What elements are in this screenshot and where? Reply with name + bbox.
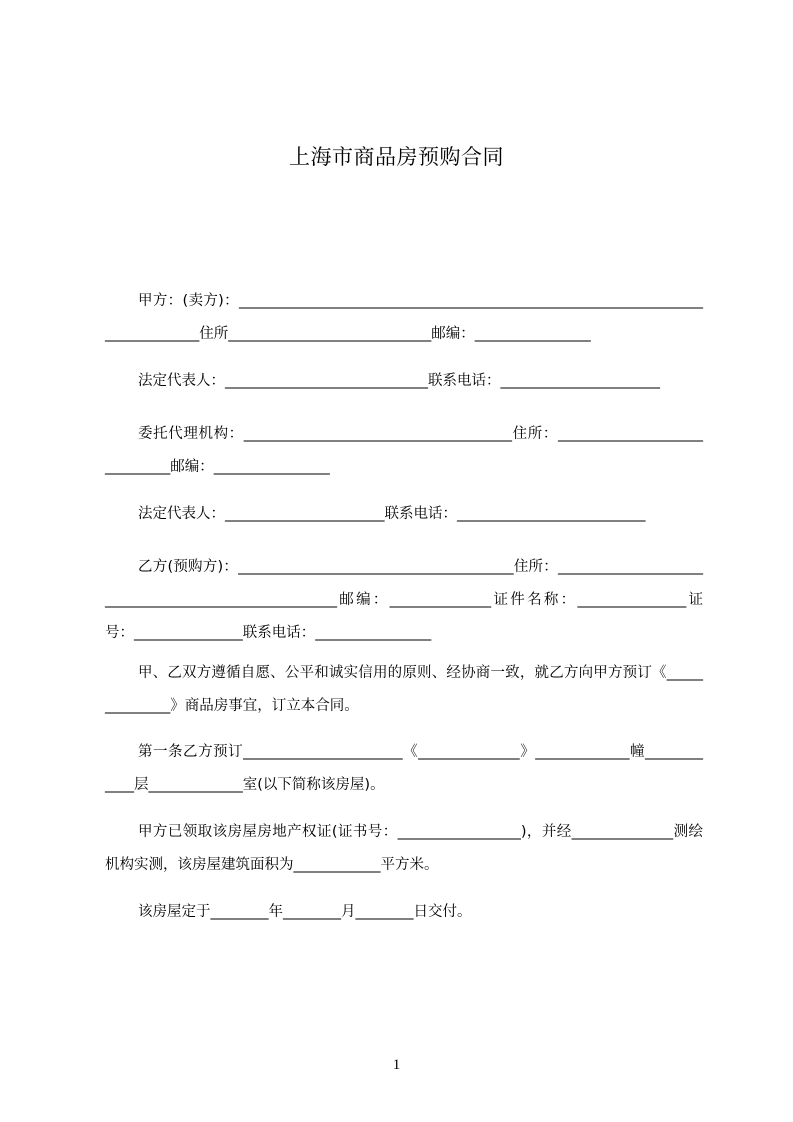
article-one: 第一条乙方预订______________________《______________》_____________幢____________层_____________室(以下简称该房屋)。 (105, 744, 703, 793)
party-b-info: 乙方(预购方)：______________________________________住所：____________________________________________________邮编：______________证件名称：_______________证号：_______________联系电话：________________ (105, 559, 703, 641)
page-title: 上海市商品房预购合同 (289, 145, 504, 169)
agreement-preamble: 甲、乙双方遵循自愿、公平和诚实信用的原则、经协商一致，就乙方向甲方预订《______________》商品房事宜，订立本合同。 (105, 665, 703, 714)
party-a-info: 甲方：(卖方)：_____________________________________________________________________________住所____________________________邮编：________________ (105, 293, 703, 342)
delivery-date-clause: 该房屋定于________年________月________日交付。 (138, 904, 472, 920)
property-certificate-clause: 甲方已领取该房屋房地产权证(证书号：_________________)，并经______________测绘机构实测，该房屋建筑面积为____________平方米。 (105, 824, 703, 873)
agent-info: 委托代理机构：_____________________________________住所：_____________________________邮编：________________ (105, 426, 703, 475)
page-number: 1 (392, 1057, 401, 1073)
party-a-legal-rep: 法定代表人：____________________________联系电话：______________________ (138, 373, 660, 389)
agent-legal-rep: 法定代表人：______________________联系电话：__________________________ (138, 506, 646, 522)
